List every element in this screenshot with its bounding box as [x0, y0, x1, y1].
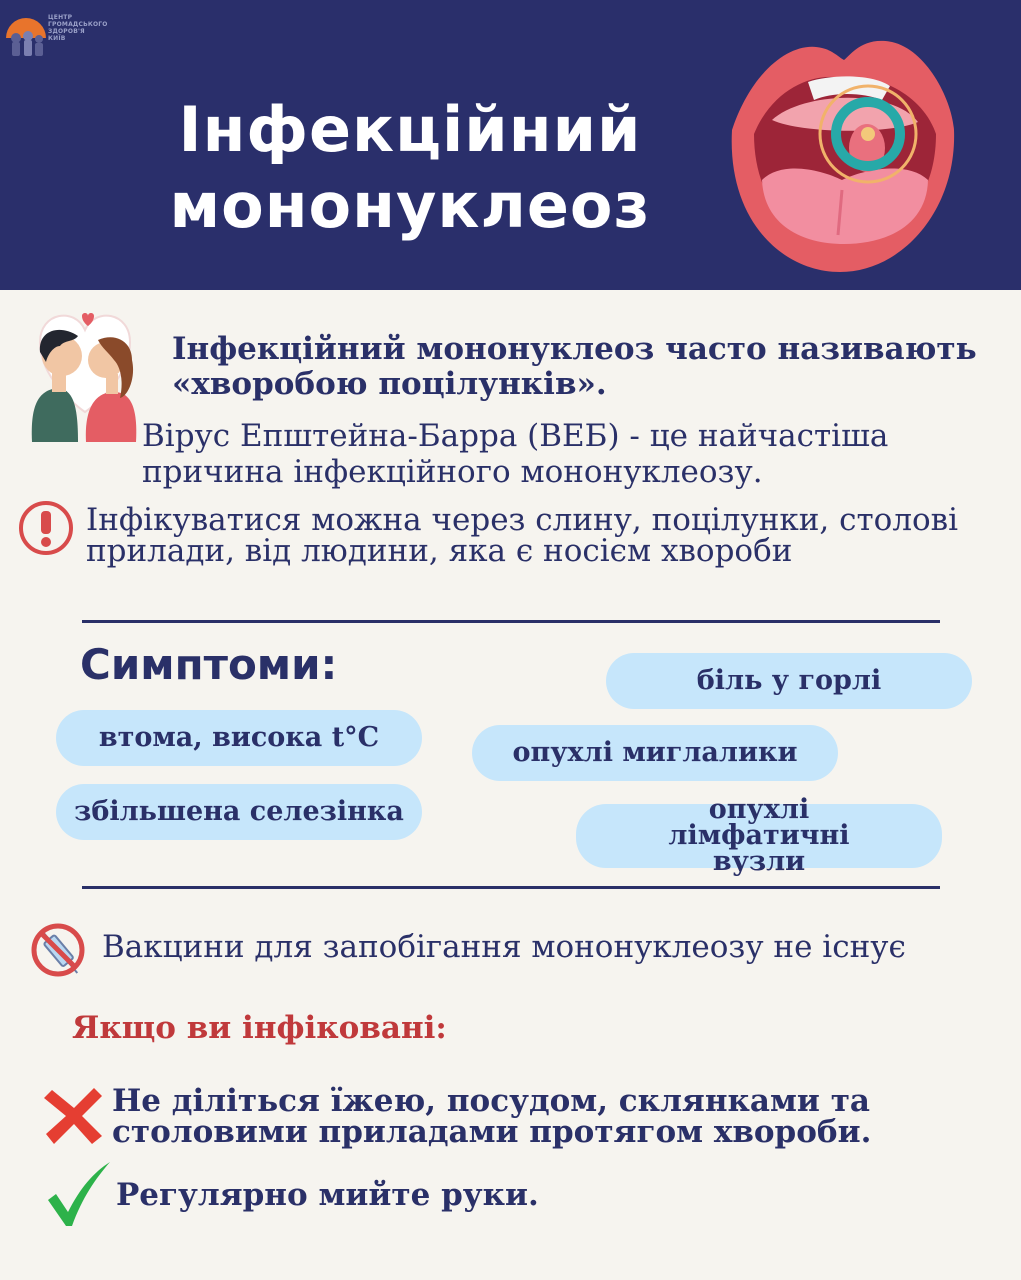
intro-headline: Інфекційний мононуклеоз часто називають «хворобою поцілунків». — [172, 331, 977, 402]
symptom-pill-sore-throat: біль у горлі — [606, 653, 972, 709]
wash-hands-text: Регулярно мийте руки. — [116, 1177, 539, 1213]
header-banner — [0, 0, 1021, 290]
exclamation-circle-icon — [18, 500, 74, 556]
divider-top — [82, 620, 940, 623]
symptom-pill-enlarged-spleen: збільшена селезінка — [56, 784, 422, 840]
red-x-icon — [44, 1086, 104, 1146]
symptom-pill-fatigue-fever: втома, висока t°C — [56, 710, 422, 766]
do-not-share-text: Не діліться їжею, посудом, склянками та столовими приладами протягом хвороби. — [112, 1083, 872, 1150]
symptom-pill-swollen-lymph-nodes: опухлі лімфатичні вузли — [576, 804, 942, 868]
green-check-icon — [46, 1160, 112, 1230]
kissing-couple-illustration-icon — [20, 302, 150, 442]
intro-text: Вірус Епштейна-Барра (ВЕБ) - це найчастіша причина інфекційного мононуклеозу. — [142, 418, 889, 490]
page-title: Інфекційний мононуклеоз — [169, 93, 651, 242]
no-syringe-icon — [30, 920, 86, 984]
if-infected-title: Якщо ви інфіковані: — [72, 1010, 447, 1046]
divider-bottom — [82, 886, 940, 889]
no-vaccine-text: Вакцини для запобігання мононуклеозу не існує — [102, 929, 906, 965]
logo-text: ЦЕНТР ГРОМАДСЬКОГО ЗДОРОВ'Я КИЇВ — [48, 14, 108, 42]
symptom-pill-swollen-tonsils: опухлі миглалики — [472, 725, 838, 781]
open-mouth-illustration-icon — [722, 30, 962, 280]
transmission-warning: Інфікуватися можна через слину, поцілунки, столові прилади, від людини, яка є носієм хвороби — [86, 502, 959, 569]
symptoms-title: Симптоми: — [80, 640, 338, 689]
